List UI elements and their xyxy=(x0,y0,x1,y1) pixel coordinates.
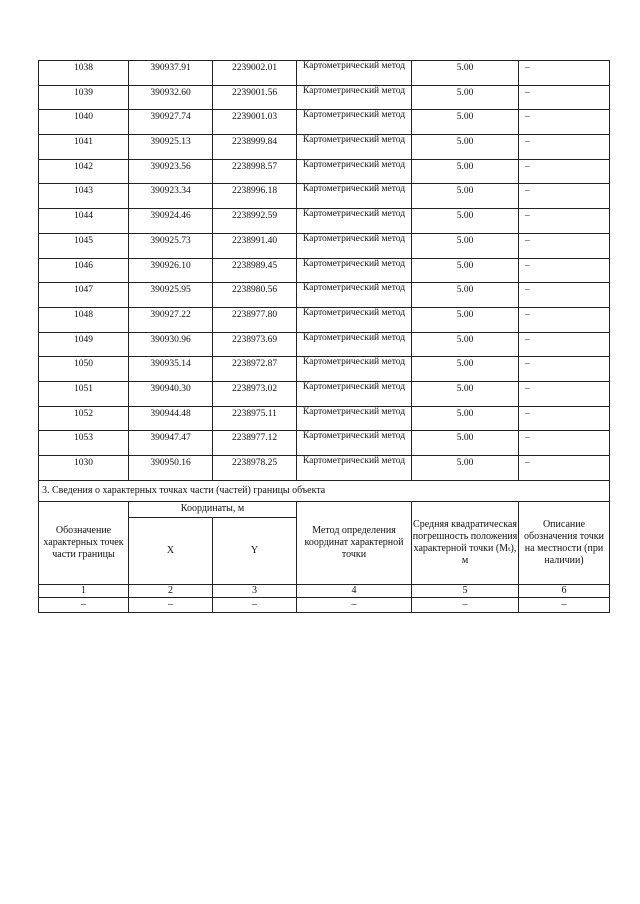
method-cell: Картометрический метод xyxy=(297,159,412,184)
error-cell: 5.00 xyxy=(412,307,519,332)
header-coordinates: Координаты, м xyxy=(129,501,297,517)
method-cell: Картометрический метод xyxy=(297,85,412,110)
y-coordinate-cell: 2238992.59 xyxy=(213,209,297,234)
description-cell: – xyxy=(519,209,610,234)
error-cell: 5.00 xyxy=(412,159,519,184)
x-coordinate-cell: 390923.56 xyxy=(129,159,213,184)
section-title: 3. Сведения о характерных точках части (частей) границы объекта xyxy=(39,480,610,501)
error-cell: 5.00 xyxy=(412,184,519,209)
error-cell: 5.00 xyxy=(412,332,519,357)
empty-cell: – xyxy=(213,597,297,612)
error-cell: 5.00 xyxy=(412,431,519,456)
point-id-cell: 1038 xyxy=(39,61,129,86)
point-id-cell: 1050 xyxy=(39,357,129,382)
table-row xyxy=(39,159,610,184)
table-row xyxy=(39,357,610,382)
method-cell: Картометрический метод xyxy=(297,233,412,258)
table-row xyxy=(39,135,610,160)
point-id-cell: 1044 xyxy=(39,209,129,234)
point-id-cell: 1047 xyxy=(39,283,129,308)
method-cell: Картометрический метод xyxy=(297,258,412,283)
error-cell: 5.00 xyxy=(412,135,519,160)
description-cell: – xyxy=(519,431,610,456)
column-number: 6 xyxy=(519,584,610,597)
table-row xyxy=(39,456,610,481)
y-coordinate-cell: 2238973.02 xyxy=(213,381,297,406)
description-cell: – xyxy=(519,110,610,135)
description-cell: – xyxy=(519,357,610,382)
header-method: Метод определения координат характерной точки xyxy=(297,501,412,584)
y-coordinate-cell: 2238991.40 xyxy=(213,233,297,258)
error-cell: 5.00 xyxy=(412,61,519,86)
description-cell: – xyxy=(519,456,610,481)
x-coordinate-cell: 390950.16 xyxy=(129,456,213,481)
point-id-cell: 1051 xyxy=(39,381,129,406)
description-cell: – xyxy=(519,159,610,184)
y-coordinate-cell: 2238978.25 xyxy=(213,456,297,481)
y-coordinate-cell: 2238977.80 xyxy=(213,307,297,332)
error-cell: 5.00 xyxy=(412,85,519,110)
method-cell: Картометрический метод xyxy=(297,307,412,332)
description-cell: – xyxy=(519,406,610,431)
point-rows xyxy=(39,61,610,481)
table-row xyxy=(39,110,610,135)
description-cell: – xyxy=(519,85,610,110)
table-row xyxy=(39,85,610,110)
method-cell: Картометрический метод xyxy=(297,431,412,456)
y-coordinate-cell: 2238999.84 xyxy=(213,135,297,160)
y-coordinate-cell: 2238998.57 xyxy=(213,159,297,184)
column-number: 1 xyxy=(39,584,129,597)
point-id-cell: 1053 xyxy=(39,431,129,456)
header-error: Средняя квадратическая погрешность положения характерной точки (Mₜ), м xyxy=(412,501,519,584)
point-id-cell: 1039 xyxy=(39,85,129,110)
error-cell: 5.00 xyxy=(412,233,519,258)
point-id-cell: 1041 xyxy=(39,135,129,160)
method-cell: Картометрический метод xyxy=(297,357,412,382)
x-coordinate-cell: 390944.48 xyxy=(129,406,213,431)
table-row xyxy=(39,184,610,209)
description-cell: – xyxy=(519,184,610,209)
point-id-cell: 1045 xyxy=(39,233,129,258)
point-id-cell: 1052 xyxy=(39,406,129,431)
table-row xyxy=(39,332,610,357)
empty-cell: – xyxy=(519,597,610,612)
x-coordinate-cell: 390932.60 xyxy=(129,85,213,110)
table-row xyxy=(39,431,610,456)
empty-cell: – xyxy=(129,597,213,612)
table-row xyxy=(39,258,610,283)
header-y: Y xyxy=(213,517,297,584)
error-cell: 5.00 xyxy=(412,381,519,406)
column-number: 2 xyxy=(129,584,213,597)
description-cell: – xyxy=(519,233,610,258)
error-cell: 5.00 xyxy=(412,209,519,234)
description-cell: – xyxy=(519,258,610,283)
x-coordinate-cell: 390935.14 xyxy=(129,357,213,382)
empty-cell: – xyxy=(412,597,519,612)
description-cell: – xyxy=(519,61,610,86)
x-coordinate-cell: 390937.91 xyxy=(129,61,213,86)
error-cell: 5.00 xyxy=(412,258,519,283)
method-cell: Картометрический метод xyxy=(297,209,412,234)
y-coordinate-cell: 2239002.01 xyxy=(213,61,297,86)
description-cell: – xyxy=(519,332,610,357)
table-row xyxy=(39,61,610,86)
y-coordinate-cell: 2238973.69 xyxy=(213,332,297,357)
header-x: X xyxy=(129,517,213,584)
x-coordinate-cell: 390927.74 xyxy=(129,110,213,135)
x-coordinate-cell: 390925.73 xyxy=(129,233,213,258)
table-row xyxy=(39,209,610,234)
method-cell: Картометрический метод xyxy=(297,456,412,481)
point-id-cell: 1048 xyxy=(39,307,129,332)
header-description: Описание обозначения точки на местности (при наличии) xyxy=(519,501,610,584)
y-coordinate-cell: 2238975.11 xyxy=(213,406,297,431)
error-cell: 5.00 xyxy=(412,456,519,481)
y-coordinate-cell: 2239001.56 xyxy=(213,85,297,110)
description-cell: – xyxy=(519,307,610,332)
y-coordinate-cell: 2238989.45 xyxy=(213,258,297,283)
point-id-cell: 1030 xyxy=(39,456,129,481)
x-coordinate-cell: 390947.47 xyxy=(129,431,213,456)
error-cell: 5.00 xyxy=(412,283,519,308)
y-coordinate-cell: 2238980.56 xyxy=(213,283,297,308)
column-number: 4 xyxy=(297,584,412,597)
x-coordinate-cell: 390925.95 xyxy=(129,283,213,308)
method-cell: Картометрический метод xyxy=(297,110,412,135)
x-coordinate-cell: 390940.30 xyxy=(129,381,213,406)
header-point-designation: Обозначение характерных точек части границы xyxy=(39,501,129,584)
y-coordinate-cell: 2238996.18 xyxy=(213,184,297,209)
method-cell: Картометрический метод xyxy=(297,283,412,308)
x-coordinate-cell: 390923.34 xyxy=(129,184,213,209)
boundary-points-table xyxy=(38,60,610,613)
y-coordinate-cell: 2238972.87 xyxy=(213,357,297,382)
empty-data-row xyxy=(39,597,610,612)
x-coordinate-cell: 390930.96 xyxy=(129,332,213,357)
method-cell: Картометрический метод xyxy=(297,135,412,160)
method-cell: Картометрический метод xyxy=(297,61,412,86)
table-row xyxy=(39,381,610,406)
error-cell: 5.00 xyxy=(412,110,519,135)
point-id-cell: 1046 xyxy=(39,258,129,283)
description-cell: – xyxy=(519,135,610,160)
point-id-cell: 1043 xyxy=(39,184,129,209)
method-cell: Картометрический метод xyxy=(297,184,412,209)
x-coordinate-cell: 390924.46 xyxy=(129,209,213,234)
table-row xyxy=(39,283,610,308)
error-cell: 5.00 xyxy=(412,357,519,382)
method-cell: Картометрический метод xyxy=(297,332,412,357)
x-coordinate-cell: 390925.13 xyxy=(129,135,213,160)
x-coordinate-cell: 390926.10 xyxy=(129,258,213,283)
point-id-cell: 1040 xyxy=(39,110,129,135)
column-number: 3 xyxy=(213,584,297,597)
table-row xyxy=(39,406,610,431)
y-coordinate-cell: 2238977.12 xyxy=(213,431,297,456)
point-id-cell: 1042 xyxy=(39,159,129,184)
table-row xyxy=(39,307,610,332)
empty-cell: – xyxy=(297,597,412,612)
method-cell: Картометрический метод xyxy=(297,406,412,431)
description-cell: – xyxy=(519,381,610,406)
empty-cell: – xyxy=(39,597,129,612)
point-id-cell: 1049 xyxy=(39,332,129,357)
x-coordinate-cell: 390927.22 xyxy=(129,307,213,332)
description-cell: – xyxy=(519,283,610,308)
error-cell: 5.00 xyxy=(412,406,519,431)
table-row xyxy=(39,233,610,258)
method-cell: Картометрический метод xyxy=(297,381,412,406)
y-coordinate-cell: 2239001.03 xyxy=(213,110,297,135)
column-numbers-row xyxy=(39,584,610,597)
column-number: 5 xyxy=(412,584,519,597)
